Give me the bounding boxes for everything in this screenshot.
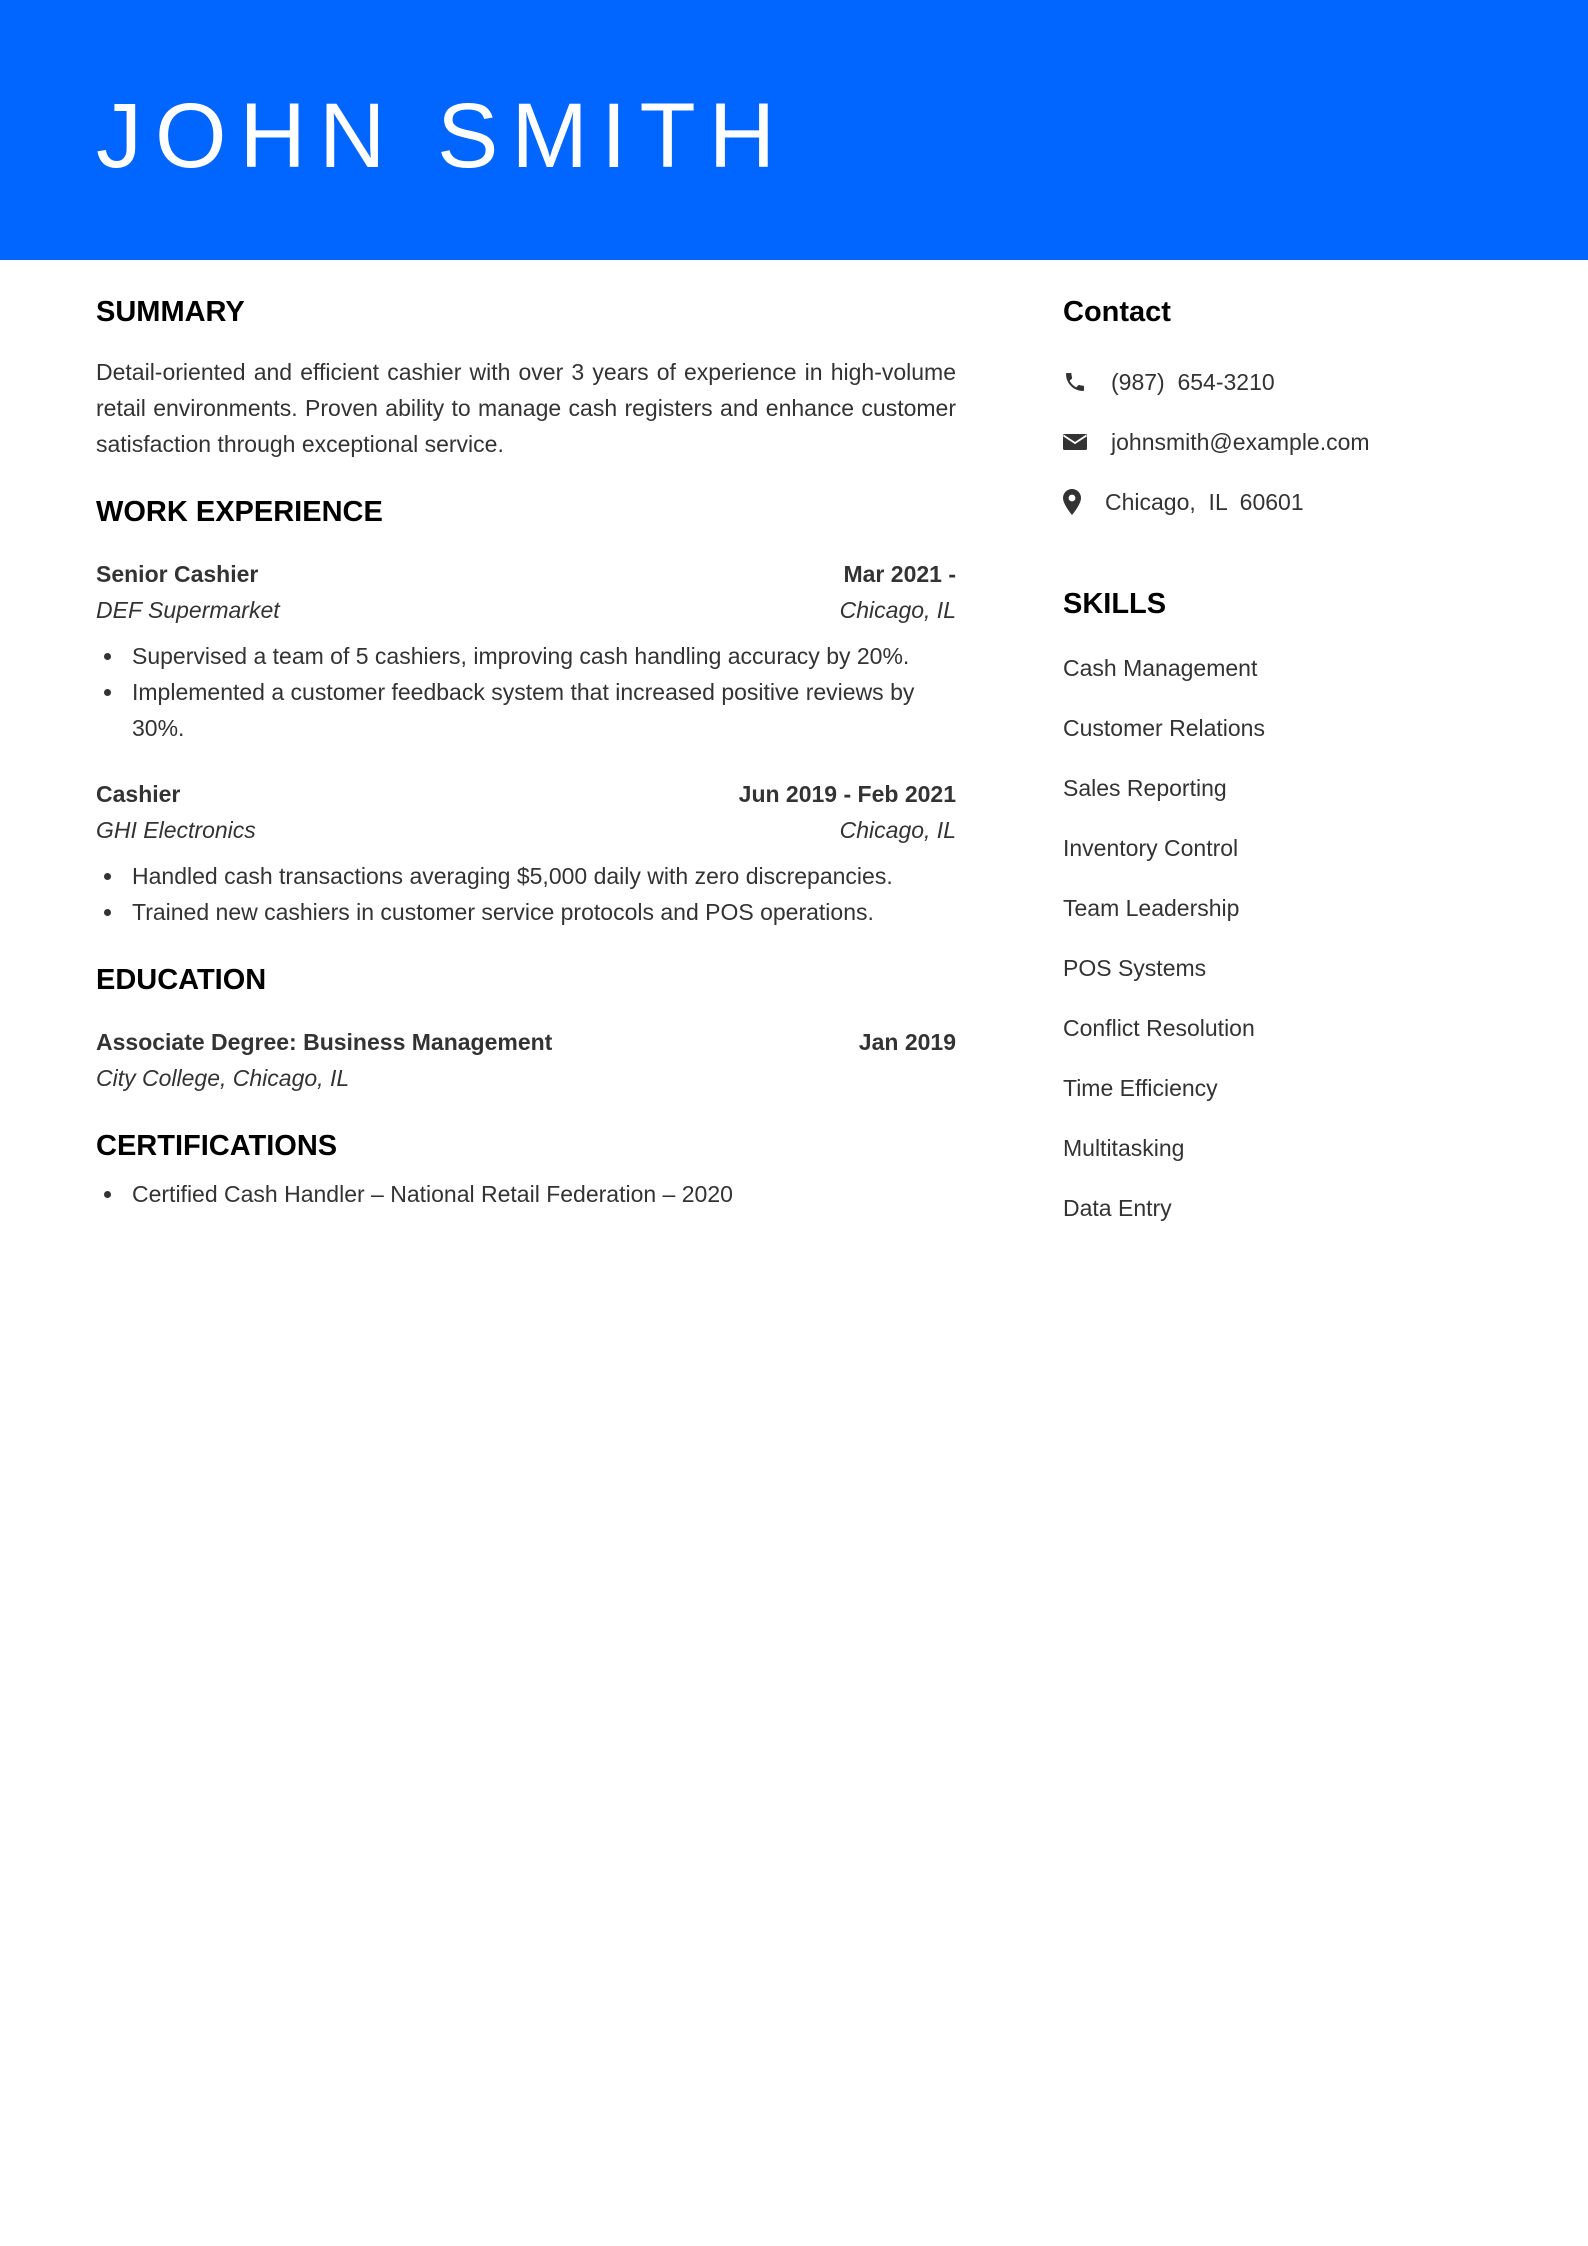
contact-location — [1063, 472, 1503, 532]
skill-item: Multitasking — [1063, 1134, 1185, 1161]
certifications-title: CERTIFICATIONS — [96, 1130, 338, 1162]
bullet-dot — [104, 873, 111, 880]
job-role: Senior Cashier — [96, 561, 259, 587]
skill-item: POS Systems — [1063, 954, 1207, 981]
contact-email — [1063, 412, 1503, 472]
job-bullet-text: Supervised a team of 5 cashiers, improving cash handling accuracy by 20%. — [132, 643, 910, 669]
contact-phone — [1063, 352, 1503, 412]
bullet-dot — [104, 689, 111, 696]
job-company: GHI Electronics — [96, 817, 256, 843]
job-entry — [96, 776, 956, 930]
bullet-dot — [104, 653, 111, 660]
summary-title: SUMMARY — [96, 296, 245, 328]
work-experience-title: WORK EXPERIENCE — [96, 496, 383, 528]
job-location: Chicago, IL — [839, 597, 956, 623]
email-address: johnsmith@example.com — [1111, 428, 1370, 455]
contact-title: Contact — [1063, 296, 1171, 328]
job-location: Chicago, IL — [839, 817, 956, 843]
skill-item: Data Entry — [1063, 1194, 1172, 1221]
phone-number: (987) 654-3210 — [1111, 368, 1275, 395]
list-item — [96, 894, 956, 930]
skill-item: Customer Relations — [1063, 714, 1265, 741]
envelope-icon — [1063, 432, 1111, 452]
sidebar-column — [1063, 292, 1503, 1238]
education-title: EDUCATION — [96, 964, 267, 996]
skill-item: Time Efficiency — [1063, 1074, 1218, 1101]
list-item — [96, 674, 956, 746]
phone-icon — [1063, 370, 1111, 394]
job-bullet-text: Handled cash transactions averaging $5,000 daily with zero discrepancies. — [132, 863, 893, 889]
header-banner — [0, 0, 1588, 260]
job-bullets — [96, 858, 956, 930]
job-bullet-text: Implemented a customer feedback system that increased positive reviews by 30%. — [132, 679, 915, 741]
skill-item: Conflict Resolution — [1063, 1014, 1255, 1041]
certifications-section — [96, 1126, 956, 1212]
work-experience-section — [96, 492, 956, 930]
job-dates: Jun 2019 - Feb 2021 — [738, 781, 956, 807]
education-school: City College, Chicago, IL — [96, 1065, 350, 1091]
skills-section — [1063, 584, 1503, 1238]
job-role: Cashier — [96, 781, 181, 807]
job-entry — [96, 556, 956, 746]
map-pin-icon — [1063, 489, 1105, 515]
location-text: Chicago, IL 60601 — [1105, 488, 1304, 515]
skills-list — [1063, 638, 1503, 1238]
skill-item: Sales Reporting — [1063, 774, 1227, 801]
job-bullets — [96, 638, 956, 746]
education-section — [96, 960, 956, 1096]
certifications-list — [96, 1176, 956, 1212]
list-item — [96, 1176, 956, 1212]
list-item — [96, 638, 956, 674]
candidate-name: JOHN SMITH — [96, 85, 789, 187]
summary-section — [96, 292, 956, 462]
summary-text: Detail-oriented and efficient cashier with over 3 years of experience in high-volume retail environments. Proven ability to manage cash registers and enhance customer satisfaction through exceptional service. — [96, 359, 956, 457]
job-company: DEF Supermarket — [96, 597, 280, 623]
main-column — [96, 292, 956, 1212]
contact-list — [1063, 352, 1503, 532]
skill-item: Inventory Control — [1063, 834, 1239, 861]
education-entry — [96, 1024, 956, 1096]
skill-item: Cash Management — [1063, 654, 1258, 681]
list-item — [96, 858, 956, 894]
contact-section — [1063, 292, 1503, 532]
job-bullet-text: Trained new cashiers in customer service protocols and POS operations. — [132, 899, 874, 925]
education-date: Jan 2019 — [858, 1029, 956, 1055]
skills-title: SKILLS — [1063, 588, 1167, 620]
bullet-dot — [104, 909, 111, 916]
certification-text: Certified Cash Handler – National Retail Federation – 2020 — [132, 1181, 733, 1207]
bullet-dot — [104, 1191, 111, 1198]
skill-item: Team Leadership — [1063, 894, 1240, 921]
job-dates: Mar 2021 - — [843, 561, 956, 587]
education-degree: Associate Degree: Business Management — [96, 1029, 553, 1055]
